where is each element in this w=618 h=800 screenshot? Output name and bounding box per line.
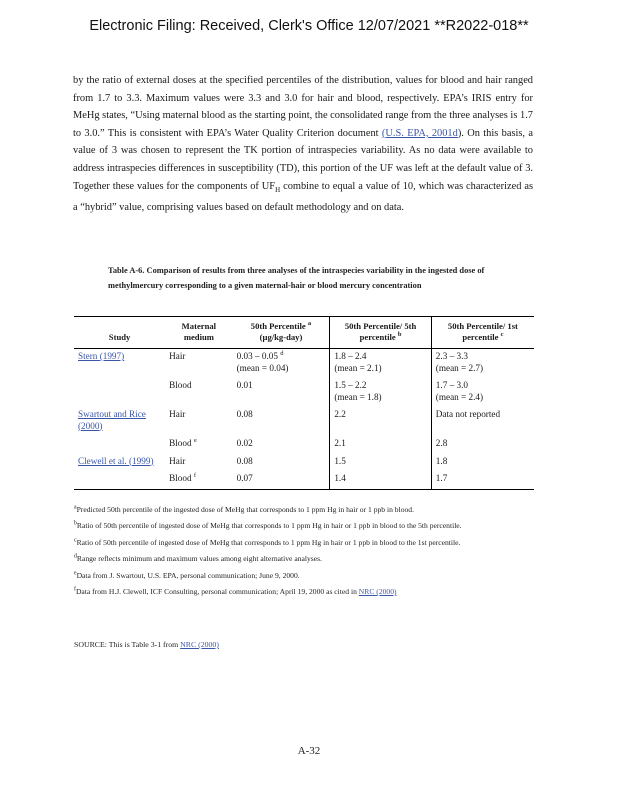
- study-cell[interactable]: Swartout and Rice (2000): [78, 409, 146, 431]
- table-row: [74, 349, 534, 379]
- medium-cell: Blood $^e$: [169, 436, 197, 448]
- paragraph-text-2: ). On this basis, a value of 3 was chosen to represent the TK portion of intraspecies variability. As no data were available to address intraspecies differences in susceptibility (TD), this portion of the UF was left at the default value of 3. Together these values for the components of UF: [73, 127, 533, 192]
- footnote: $^f$Data from H.J. Clewell, ICF Consulting, personal communication; April 19, 2000 as cited in NRC (2000): [74, 586, 397, 597]
- table-row: [74, 436, 534, 454]
- table-source: [74, 640, 534, 649]
- ratio-5th-cell: 2.1: [330, 436, 431, 454]
- nrc-2000-link[interactable]: NRC (2000): [358, 587, 397, 597]
- study-cell[interactable]: Clewell et al. (1999): [78, 455, 154, 466]
- ratio-1st-cell: 1.8: [431, 454, 534, 472]
- medium-cell: Hair: [169, 351, 186, 361]
- ratio-5th-cell: 2.2: [330, 407, 431, 436]
- study-cell[interactable]: Stern (1997): [78, 351, 125, 361]
- filing-header-text: Electronic Filing: Received, Clerk's Office 12/07/2021 **R2022-018**: [89, 18, 529, 34]
- ratio-1st-cell: 2.3 – 3.3 (mean = 2.7): [431, 349, 534, 379]
- table-header-row: [74, 317, 534, 349]
- source-text: SOURCE: This is Table 3-1 from: [74, 640, 181, 649]
- p50-cell: 0.08: [236, 409, 253, 419]
- page-number: A-32: [297, 745, 321, 757]
- study-cell: [74, 436, 165, 454]
- ratio-5th-cell: 1.5 – 2.2 (mean = 1.8): [330, 378, 431, 407]
- footnote: $^a$Predicted 50th percentile of the ingested dose of MeHg that corresponds to 1 ppm Hg in hair or 1 ppb in blood.: [74, 504, 415, 514]
- ratio-1st-cell: 2.8: [431, 436, 534, 454]
- header-ratio-1st: 50th Percentile/ 1st percentile $^c$: [431, 317, 534, 349]
- header-medium: Maternal medium: [181, 321, 217, 342]
- p50-cell: 0.08: [236, 455, 253, 466]
- body-paragraph: [73, 72, 533, 217]
- header-p50: 50th Percentile $^a$ (µg/kg-day): [250, 320, 312, 342]
- p50-cell: 0.02: [236, 438, 253, 448]
- ratio-1st-cell: 1.7 – 3.0 (mean = 2.4): [431, 378, 534, 407]
- medium-cell: Blood: [169, 380, 192, 390]
- table-row: [74, 407, 534, 436]
- header-ratio-5th: 50th Percentile/ 5th percentile $^b$: [330, 317, 431, 349]
- paragraph-text-3: combine to equal a value of 10, which was characterized as a “hybrid” value, comprising values based on default methodology and on data.: [73, 180, 533, 214]
- table-caption: Table A-6. Comparison of results from three analyses of the intraspecies variability in the ingested dose of methylmercury corresponding to a given maternal-hair or blood mercury concentration: [108, 266, 485, 290]
- footnote: $^e$Data from J. Swartout, U.S. EPA, personal communication; June 9, 2000.: [74, 570, 300, 580]
- medium-cell: Blood $^f$: [165, 471, 233, 489]
- medium-cell: Hair: [169, 409, 186, 419]
- ratio-5th-cell: 1.5: [330, 454, 431, 472]
- p50-cell: 0.01: [236, 380, 253, 390]
- table-row: [74, 454, 534, 472]
- footnote: $^d$Range reflects minimum and maximum values among eight alternative analyses.: [74, 553, 322, 564]
- ratio-5th-cell: 1.8 – 2.4 (mean = 2.1): [330, 349, 431, 379]
- ratio-1st-cell: 1.7: [431, 471, 534, 489]
- study-cell: [74, 378, 165, 407]
- table-row: [74, 471, 534, 489]
- epa-2001d-link[interactable]: (U.S. EPA, 2001d: [381, 127, 458, 139]
- medium-cell: Hair: [169, 455, 186, 466]
- ratio-5th-cell: 1.4: [330, 471, 431, 489]
- ratio-1st-cell: Data not reported: [431, 407, 534, 436]
- comparison-table: [74, 316, 534, 490]
- source-nrc-link[interactable]: NRC (2000): [180, 640, 219, 649]
- p50-cell: 0.03 – 0.05 $^d$ (mean = 0.04): [236, 349, 289, 373]
- footnote: $^b$Ratio of 50th percentile of ingested dose of MeHg that corresponds to 1 ppm Hg in hair or 1 ppb in blood to the 5th percentile.: [74, 520, 462, 531]
- study-cell: [74, 471, 165, 489]
- footnote: $^c$Ratio of 50th percentile of ingested dose of MeHg that corresponds to 1 ppm Hg in hair or 1 ppb in blood to the 1st percentile.: [74, 537, 461, 547]
- table-row: [74, 378, 534, 407]
- filing-header: [0, 18, 618, 34]
- p50-cell: 0.07: [233, 471, 330, 489]
- uf-subscript: H: [275, 185, 281, 194]
- table-footnotes: [74, 502, 542, 600]
- paragraph-text-1: by the ratio of external doses at the specified percentiles of the distribution, values for blood and hair ranged from 1.7 to 3.3. Maximum values were 3.3 and 3.0 for hair and blood, respectively. EPA’s IRIS entry for MeHg states, “Using maternal blood as the starting point, the consolidated range from the three analyses is 1.7 to 3.0.” This is consistent with EPA’s Water Quality Criterion document: [73, 75, 533, 139]
- header-study: Study: [108, 332, 131, 342]
